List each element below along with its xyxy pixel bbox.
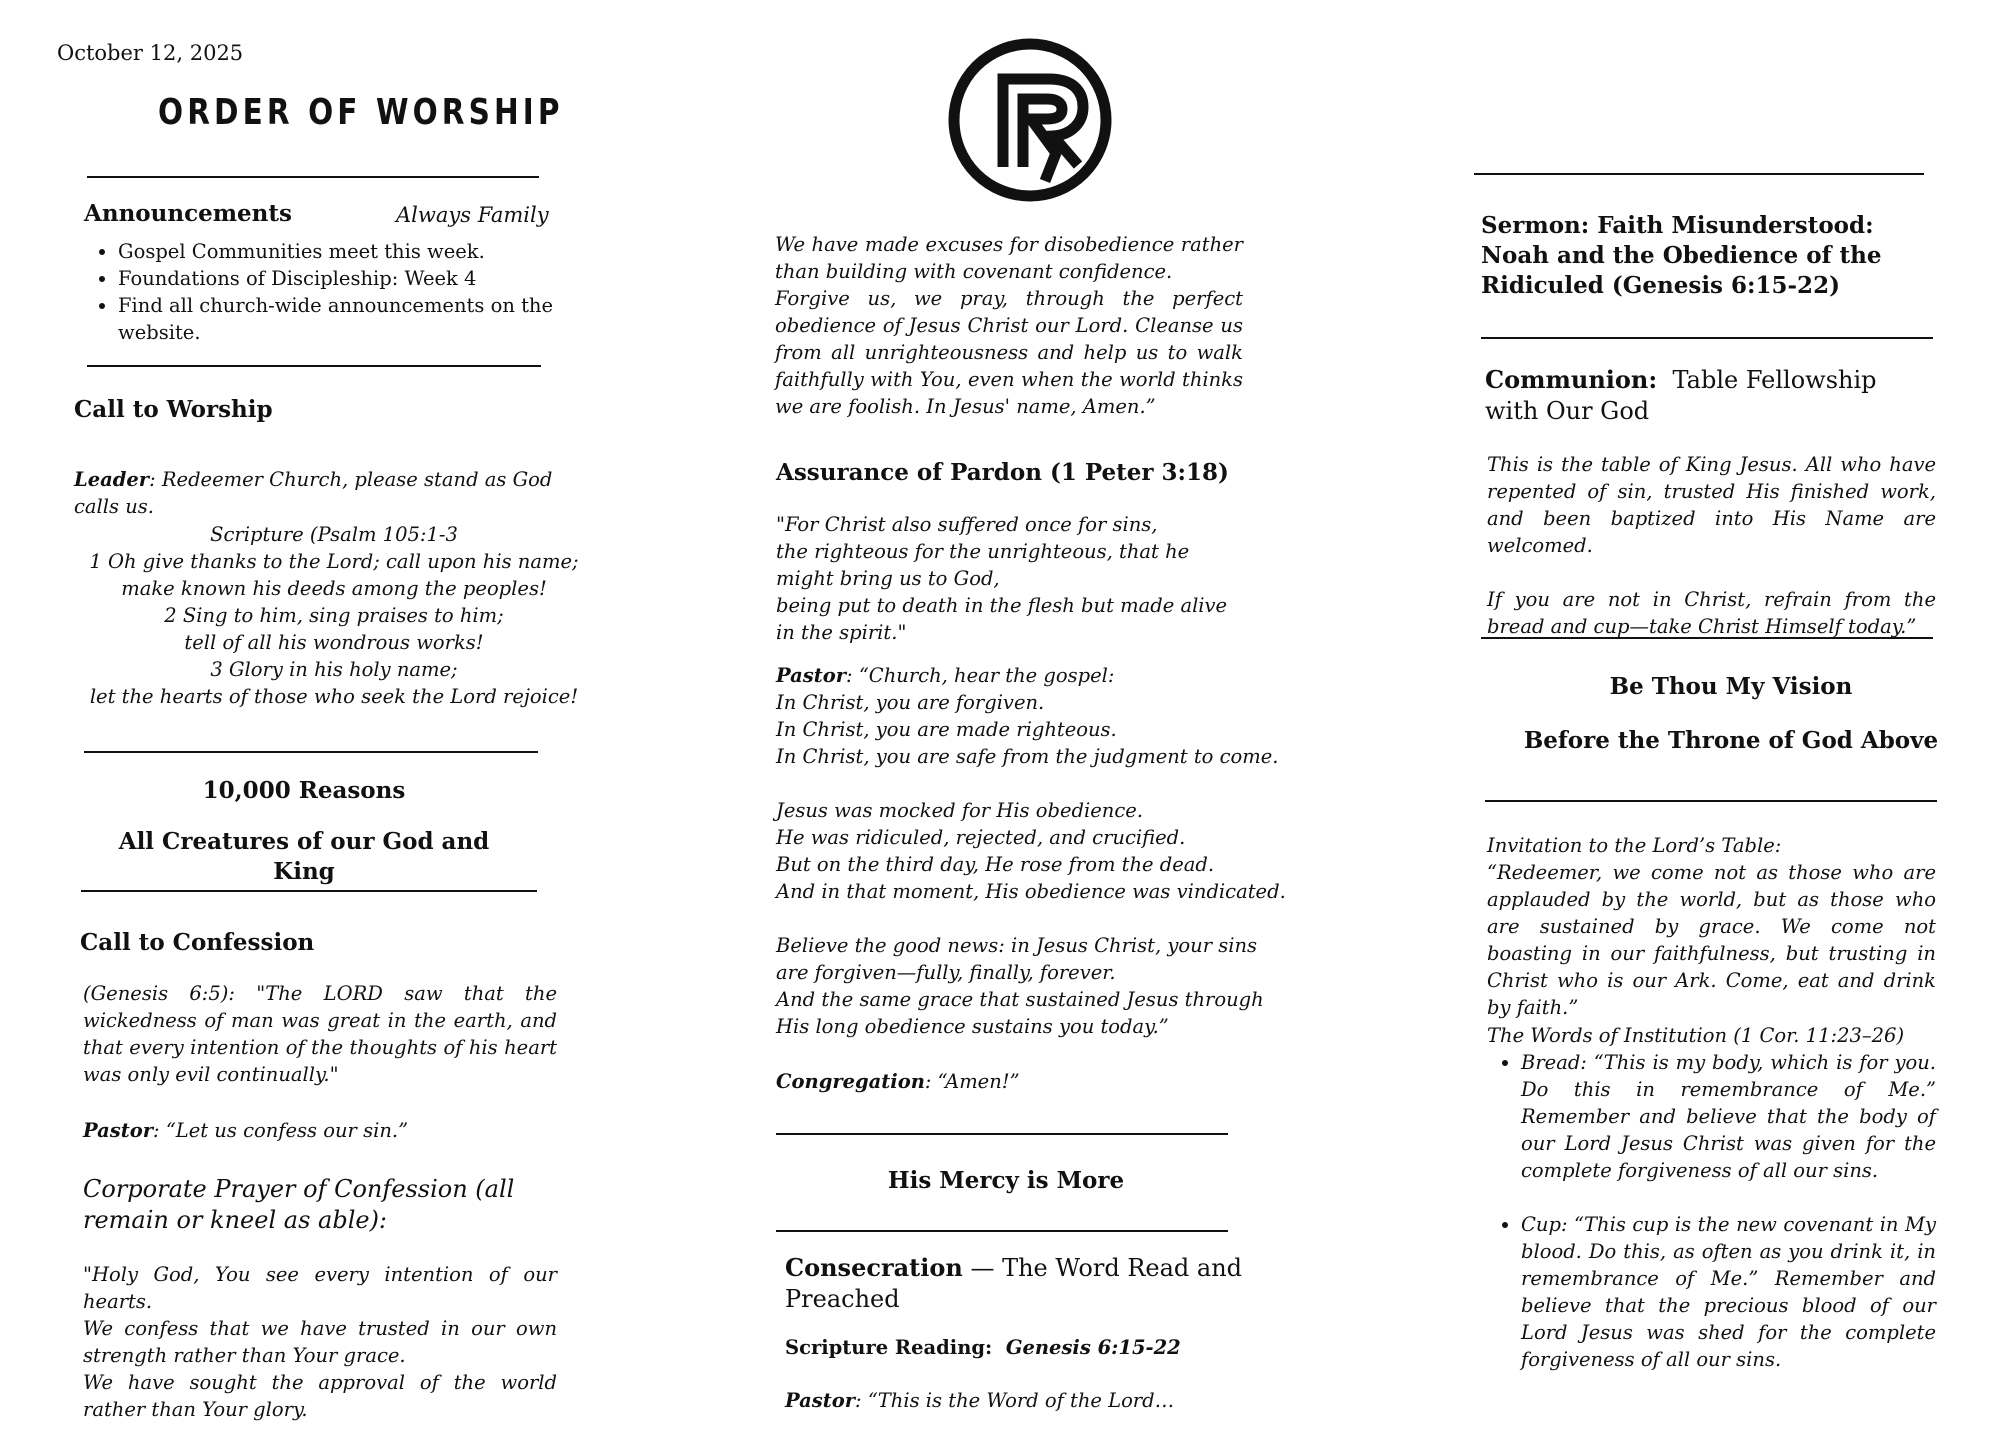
invitation-text: “Redeemer, we come not as those who are applauded by the world, but as those who are sustained by grace. We come not boasting in our faithfulness, but trusting in Christ who is our Ark. Come, eat and drink by faith.” bbox=[1487, 861, 1936, 1019]
congregation-response bbox=[776, 1068, 1020, 1095]
pastor-line: In Christ, you are made righteous. bbox=[776, 718, 1117, 741]
gospel-line: Jesus was mocked for His obedience. bbox=[776, 799, 1144, 822]
divider bbox=[1474, 173, 1924, 175]
gospel-line: Believe the good news: in Jesus Christ, your sins are forgiven—fully, finally, forever. bbox=[776, 934, 1258, 984]
consecration-pastor-line bbox=[785, 1387, 1174, 1414]
divider bbox=[776, 1133, 1228, 1135]
scripture-line: 1 Oh give thanks to the Lord; call upon his name; bbox=[89, 550, 579, 573]
pastor-line: In Christ, you are forgiven. bbox=[776, 691, 1045, 714]
pastor-line: : “Church, hear the gospel: bbox=[846, 664, 1115, 687]
prayer-heading: Corporate Prayer of Confession (all remain or kneel as able): bbox=[83, 1175, 515, 1234]
list-item: • Find all church-wide announcements on the website. bbox=[118, 292, 578, 346]
scripture-line: let the hearts of those who seek the Lord rejoice! bbox=[89, 685, 579, 708]
congregation-label: Congregation bbox=[776, 1070, 925, 1093]
consecration-heading bbox=[785, 1252, 1245, 1315]
verse-line: being put to death in the flesh but made alive in the spirit." bbox=[776, 594, 1228, 644]
gospel-line: He was ridiculed, rejected, and crucified. bbox=[776, 826, 1186, 849]
prayer-paragraph: We have made excuses for disobedience rather than building with covenant confidence. bbox=[775, 233, 1243, 283]
verse-line: "For Christ also suffered once for sins, bbox=[776, 513, 1158, 536]
divider bbox=[81, 890, 537, 892]
song-title: His Mercy is More bbox=[887, 1167, 1125, 1194]
confession-scripture: (Genesis 6:5): "The LORD saw that the wickedness of man was great in the earth, and that every intention of the thoughts of his heart was only evil continually." bbox=[83, 982, 557, 1086]
congregation-text: : “Amen!” bbox=[924, 1070, 1020, 1093]
list-item: • Gospel Communities meet this week. bbox=[118, 238, 578, 265]
pastor-gospel bbox=[776, 662, 1296, 932]
list-item: • Cup: “This cup is the new covenant in My blood. Do this, as often as you drink it, in remembrance of Me.” Remember and believe that the precious blood of our Lord Jesus was shed for the complete forgiveness of all our sins. bbox=[1521, 1211, 1936, 1373]
assurance-verse bbox=[776, 511, 1246, 646]
pastor-label: Pastor bbox=[776, 664, 847, 687]
song-title: All Creatures of our God and King bbox=[118, 828, 490, 885]
communion-paragraph: This is the table of King Jesus. All who have repented of sin, trusted His finished work, and been baptized into His Name are welcomed. bbox=[1487, 453, 1936, 557]
consecration-label: Consecration bbox=[785, 1253, 963, 1282]
communion-heading bbox=[1485, 364, 1935, 427]
bulletin-date: October 12, 2025 bbox=[57, 41, 244, 65]
scripture-line: Scripture (Psalm 105:1-3 bbox=[210, 523, 458, 546]
prayer-line: "Holy God, You see every intention of our hearts. bbox=[83, 1263, 557, 1313]
prayer-paragraph: Forgive us, we pray, through the perfect obedience of Jesus Christ our Lord. Cleanse us from all unrighteousness and help us to walk faithfully with You, even when the world thinks we are foolish. In Jesus' name, Amen.” bbox=[775, 287, 1243, 418]
prayer-continued bbox=[775, 231, 1243, 420]
scripture-reading bbox=[785, 1334, 1181, 1361]
pastor-label: Pastor bbox=[785, 1389, 856, 1412]
announcements-list bbox=[84, 238, 578, 346]
song-title: Before the Throne of God Above bbox=[1523, 727, 1939, 754]
song-title: Be Thou My Vision bbox=[1609, 673, 1853, 700]
gospel-line: And in that moment, His obedience was vindicated. bbox=[776, 880, 1286, 903]
confession-prayer bbox=[83, 1261, 557, 1423]
prayer-line: We confess that we have trusted in our own strength rather than Your grace. bbox=[83, 1317, 557, 1367]
divider bbox=[87, 365, 541, 367]
reading-label: Scripture Reading: bbox=[785, 1336, 993, 1359]
gospel-line: And the same grace that sustained Jesus through His long obedience sustains you today.” bbox=[776, 988, 1264, 1038]
divider bbox=[1481, 637, 1933, 639]
institution-heading: The Words of Institution (1 Cor. 11:23–26) bbox=[1487, 1024, 1905, 1047]
verse-line: the righteous for the unrighteous, that he might bring us to God, bbox=[776, 540, 1190, 590]
list-item: • Bread: “This is my body, which is for you. Do this in remembrance of Me.” Remember and believe that the body of our Lord Jesus Christ was given for the complete forgiveness of all our sins. bbox=[1521, 1049, 1936, 1184]
call-to-confession-heading: Call to Confession bbox=[80, 929, 315, 956]
gospel-line: But on the third day, He rose from the dead. bbox=[776, 853, 1215, 876]
communion-text bbox=[1487, 451, 1936, 640]
announcements-tagline: Always Family bbox=[396, 203, 549, 227]
communion-label: Communion: bbox=[1485, 365, 1658, 394]
confession-pastor-line bbox=[83, 1117, 557, 1144]
psalm-reading bbox=[74, 521, 594, 710]
invitation-heading: Invitation to the Lord’s Table: bbox=[1487, 834, 1782, 857]
leader-line bbox=[74, 466, 584, 520]
divider bbox=[1481, 337, 1933, 339]
pastor-text: : “Let us confess our sin.” bbox=[153, 1119, 409, 1142]
call-to-worship-heading: Call to Worship bbox=[74, 396, 273, 423]
prayer-line: We have sought the approval of the world rather than Your glory. bbox=[83, 1371, 557, 1421]
leader-label: Leader bbox=[74, 468, 150, 491]
communion-paragraph: If you are not in Christ, refrain from the bread and cup—take Christ Himself today.” bbox=[1487, 588, 1936, 638]
pastor-text: : “This is the Word of the Lord… bbox=[855, 1389, 1175, 1412]
good-news bbox=[776, 932, 1276, 1040]
sermon-title: Sermon: Faith Misunderstood: Noah and the Obedience of the Ridiculed (Genesis 6:15-22) bbox=[1481, 212, 1882, 299]
institution-list bbox=[1487, 1049, 1936, 1373]
list-item: • Foundations of Discipleship: Week 4 bbox=[118, 265, 578, 292]
divider bbox=[87, 176, 539, 178]
communion-subtitle: Table Fellowship with Our God bbox=[1485, 366, 1877, 425]
invitation bbox=[1487, 832, 1936, 1021]
divider bbox=[84, 751, 538, 753]
scripture-line: make known his deeds among the peoples! bbox=[121, 577, 547, 600]
scripture-line: 2 Sing to him, sing praises to him; bbox=[164, 604, 504, 627]
page-title: ORDER OF WORSHIP bbox=[158, 92, 564, 133]
consecration-subtitle: — The Word Read and Preached bbox=[785, 1254, 1243, 1313]
pastor-label: Pastor bbox=[83, 1119, 154, 1142]
leader-text: : Redeemer Church, please stand as God calls us. bbox=[74, 468, 553, 518]
divider bbox=[776, 1230, 1228, 1232]
assurance-heading: Assurance of Pardon (1 Peter 3:18) bbox=[776, 459, 1229, 486]
divider bbox=[1485, 800, 1937, 802]
song-title: 10,000 Reasons bbox=[202, 777, 406, 804]
reading-reference: Genesis 6:15-22 bbox=[1005, 1336, 1181, 1359]
pastor-line: In Christ, you are safe from the judgment to come. bbox=[776, 745, 1279, 768]
announcements-heading: Announcements bbox=[84, 200, 292, 227]
scripture-line: 3 Glory in his holy name; bbox=[210, 658, 458, 681]
scripture-line: tell of all his wondrous works! bbox=[184, 631, 484, 654]
church-logo-icon bbox=[947, 37, 1113, 203]
